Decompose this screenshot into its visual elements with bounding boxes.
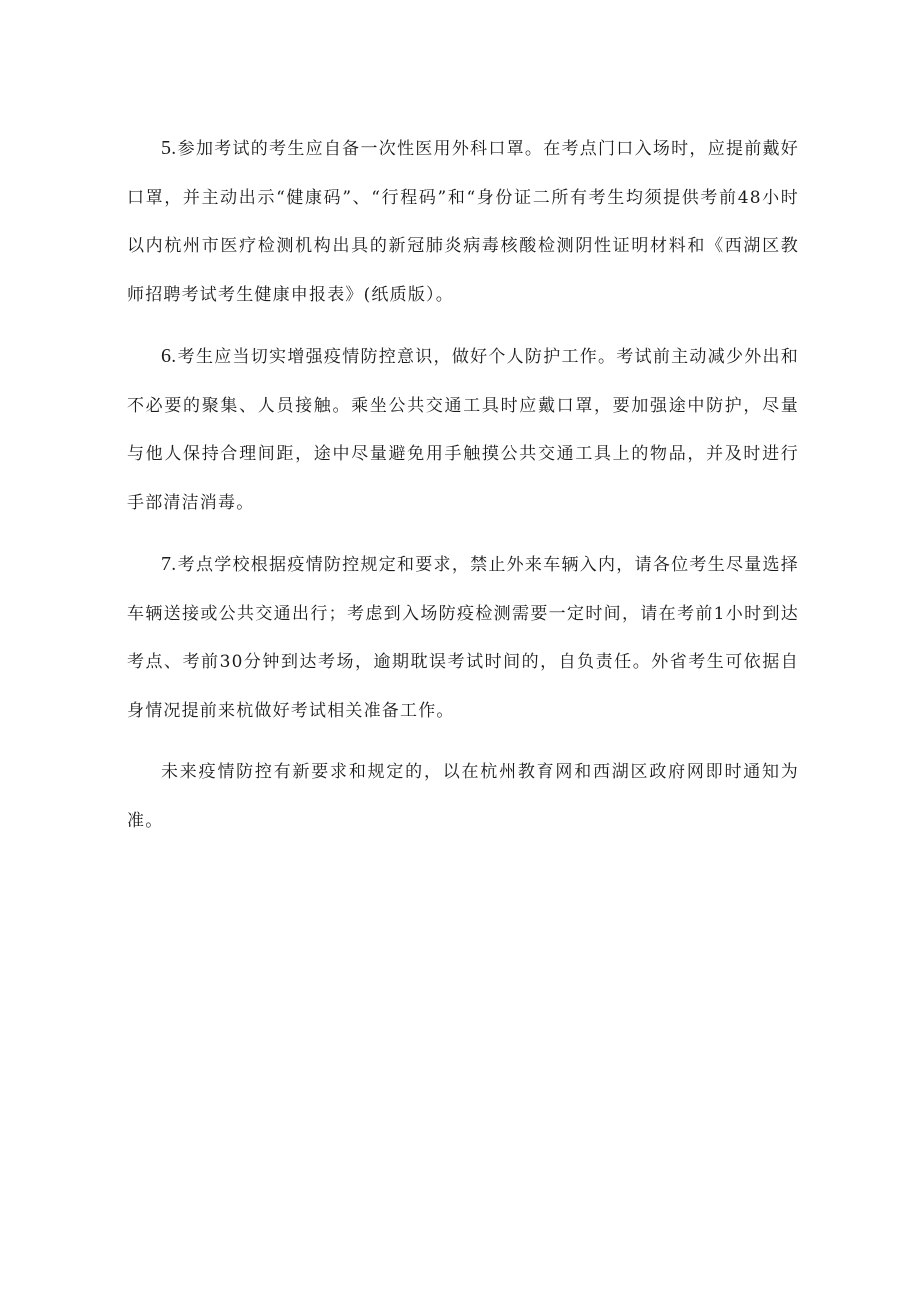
paragraph-number: 6 xyxy=(161,345,171,367)
paragraph-item-6 xyxy=(127,332,799,527)
paragraph-number: 5 xyxy=(161,137,171,159)
paragraph-number: 7 xyxy=(161,553,171,575)
document-body xyxy=(127,124,799,858)
paragraph-text: 未来疫情防控有新要求和规定的，以在杭州教育网和西湖区政府网即时通知为准。 xyxy=(127,762,799,831)
paragraph-text: .考生应当切实增强疫情防控意识，做好个人防护工作。考试前主动减少外出和不必要的聚集、人员接触。乘坐公共交通工具时应戴口罩，要加强途中防护，尽量与他人保持合理间距，途中尽量避免用手触摸公共交通工具上的物品，并及时进行手部清洁消毒。 xyxy=(127,347,799,513)
closing-paragraph xyxy=(127,748,799,845)
paragraph-text: .考点学校根据疫情防控规定和要求，禁止外来车辆入内，请各位考生尽量选择车辆送接或公共交通出行；考虑到入场防疫检测需要一定时间，请在考前1小时到达考点、考前30分钟到达考场，逾期耽误考试时间的，自负责任。外省考生可依据自身情况提前来杭做好考试相关准备工作。 xyxy=(127,555,799,721)
paragraph-text: .参加考试的考生应自备一次性医用外科口罩。在考点门口入场时，应提前戴好口罩，并主动出示“健康码”、“行程码”和“身份证二所有考生均须提供考前48小时以内杭州市医疗检测机构出具的新冠肺炎病毒核酸检测阴性证明材料和《西湖区教师招聘考试考生健康申报表》(纸质版）。 xyxy=(127,139,799,305)
paragraph-item-5 xyxy=(127,124,799,319)
paragraph-item-7 xyxy=(127,540,799,735)
